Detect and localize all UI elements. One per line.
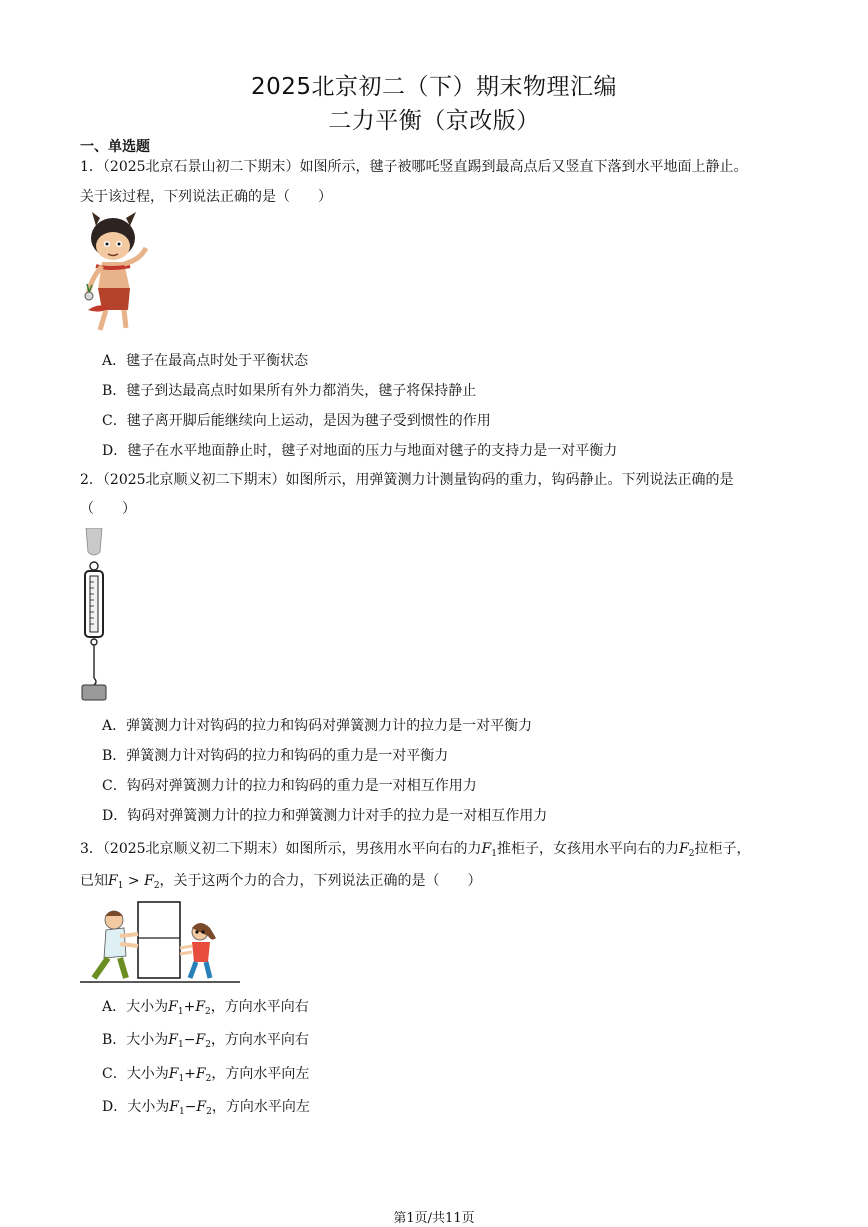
- question-3-stem-cont: 已知$F_1 > F_2$，关于这两个力的合力，下列说法正确的是（ ）: [80, 873, 482, 891]
- question-3-option-b: B．大小为$F_1-F_2$，方向水平向右: [102, 1032, 309, 1050]
- question-3-option-a: A．大小为$F_1+F_2$，方向水平向右: [102, 999, 309, 1017]
- section-heading: 一、单选题: [80, 139, 150, 155]
- boy-girl-cabinet-image: [80, 898, 242, 986]
- spring-scale-image: [76, 528, 112, 704]
- question-3-stem: 3．（2025北京顺义初二下期末）如图所示，男孩用水平向右的力$F_1$推柜子，女孩用水平向右的力$F_2$拉柜子，: [80, 841, 751, 859]
- question-3-option-c: C．大小为$F_1+F_2$，方向水平向左: [102, 1066, 310, 1084]
- question-1-stem-cont: 关于该过程，下列说法正确的是（ ）: [80, 189, 332, 205]
- page-footer: 第1页/共11页: [393, 1211, 475, 1226]
- document-title: 2025北京初二（下）期末物理汇编: [250, 74, 618, 100]
- question-2-stem: 2．（2025北京顺义初二下期末）如图所示，用弹簧测力计测量钩码的重力，钩码静止。下列说法正确的是: [80, 472, 734, 488]
- question-1-stem: 1．（2025北京石景山初二下期末）如图所示，毽子被哪吒竖直踢到最高点后又竖直下落到水平地面上静止。: [80, 159, 748, 175]
- nezha-kicking-shuttlecock-image: [80, 210, 152, 332]
- document-subtitle: 二力平衡（京改版）: [328, 108, 540, 134]
- question-2-option-a: A．弹簧测力计对钩码的拉力和钩码对弹簧测力计的拉力是一对平衡力: [102, 718, 533, 734]
- question-1-option-b: B．毽子到达最高点时如果所有外力都消失，毽子将保持静止: [102, 383, 477, 399]
- question-3-option-d: D．大小为$F_1-F_2$，方向水平向左: [102, 1099, 310, 1117]
- question-1-option-d: D．毽子在水平地面静止时，毽子对地面的压力与地面对毽子的支持力是一对平衡力: [102, 443, 618, 459]
- question-2-option-d: D．钩码对弹簧测力计的拉力和弹簧测力计对手的拉力是一对相互作用力: [102, 808, 548, 824]
- question-2-option-b: B．弹簧测力计对钩码的拉力和钩码的重力是一对平衡力: [102, 748, 449, 764]
- question-1-option-a: A．毽子在最高点时处于平衡状态: [102, 353, 309, 369]
- question-1-option-c: C．毽子离开脚后能继续向上运动，是因为毽子受到惯性的作用: [102, 413, 491, 429]
- question-2-stem-cont: （ ）: [80, 501, 136, 517]
- question-2-option-c: C．钩码对弹簧测力计的拉力和钩码的重力是一对相互作用力: [102, 778, 477, 794]
